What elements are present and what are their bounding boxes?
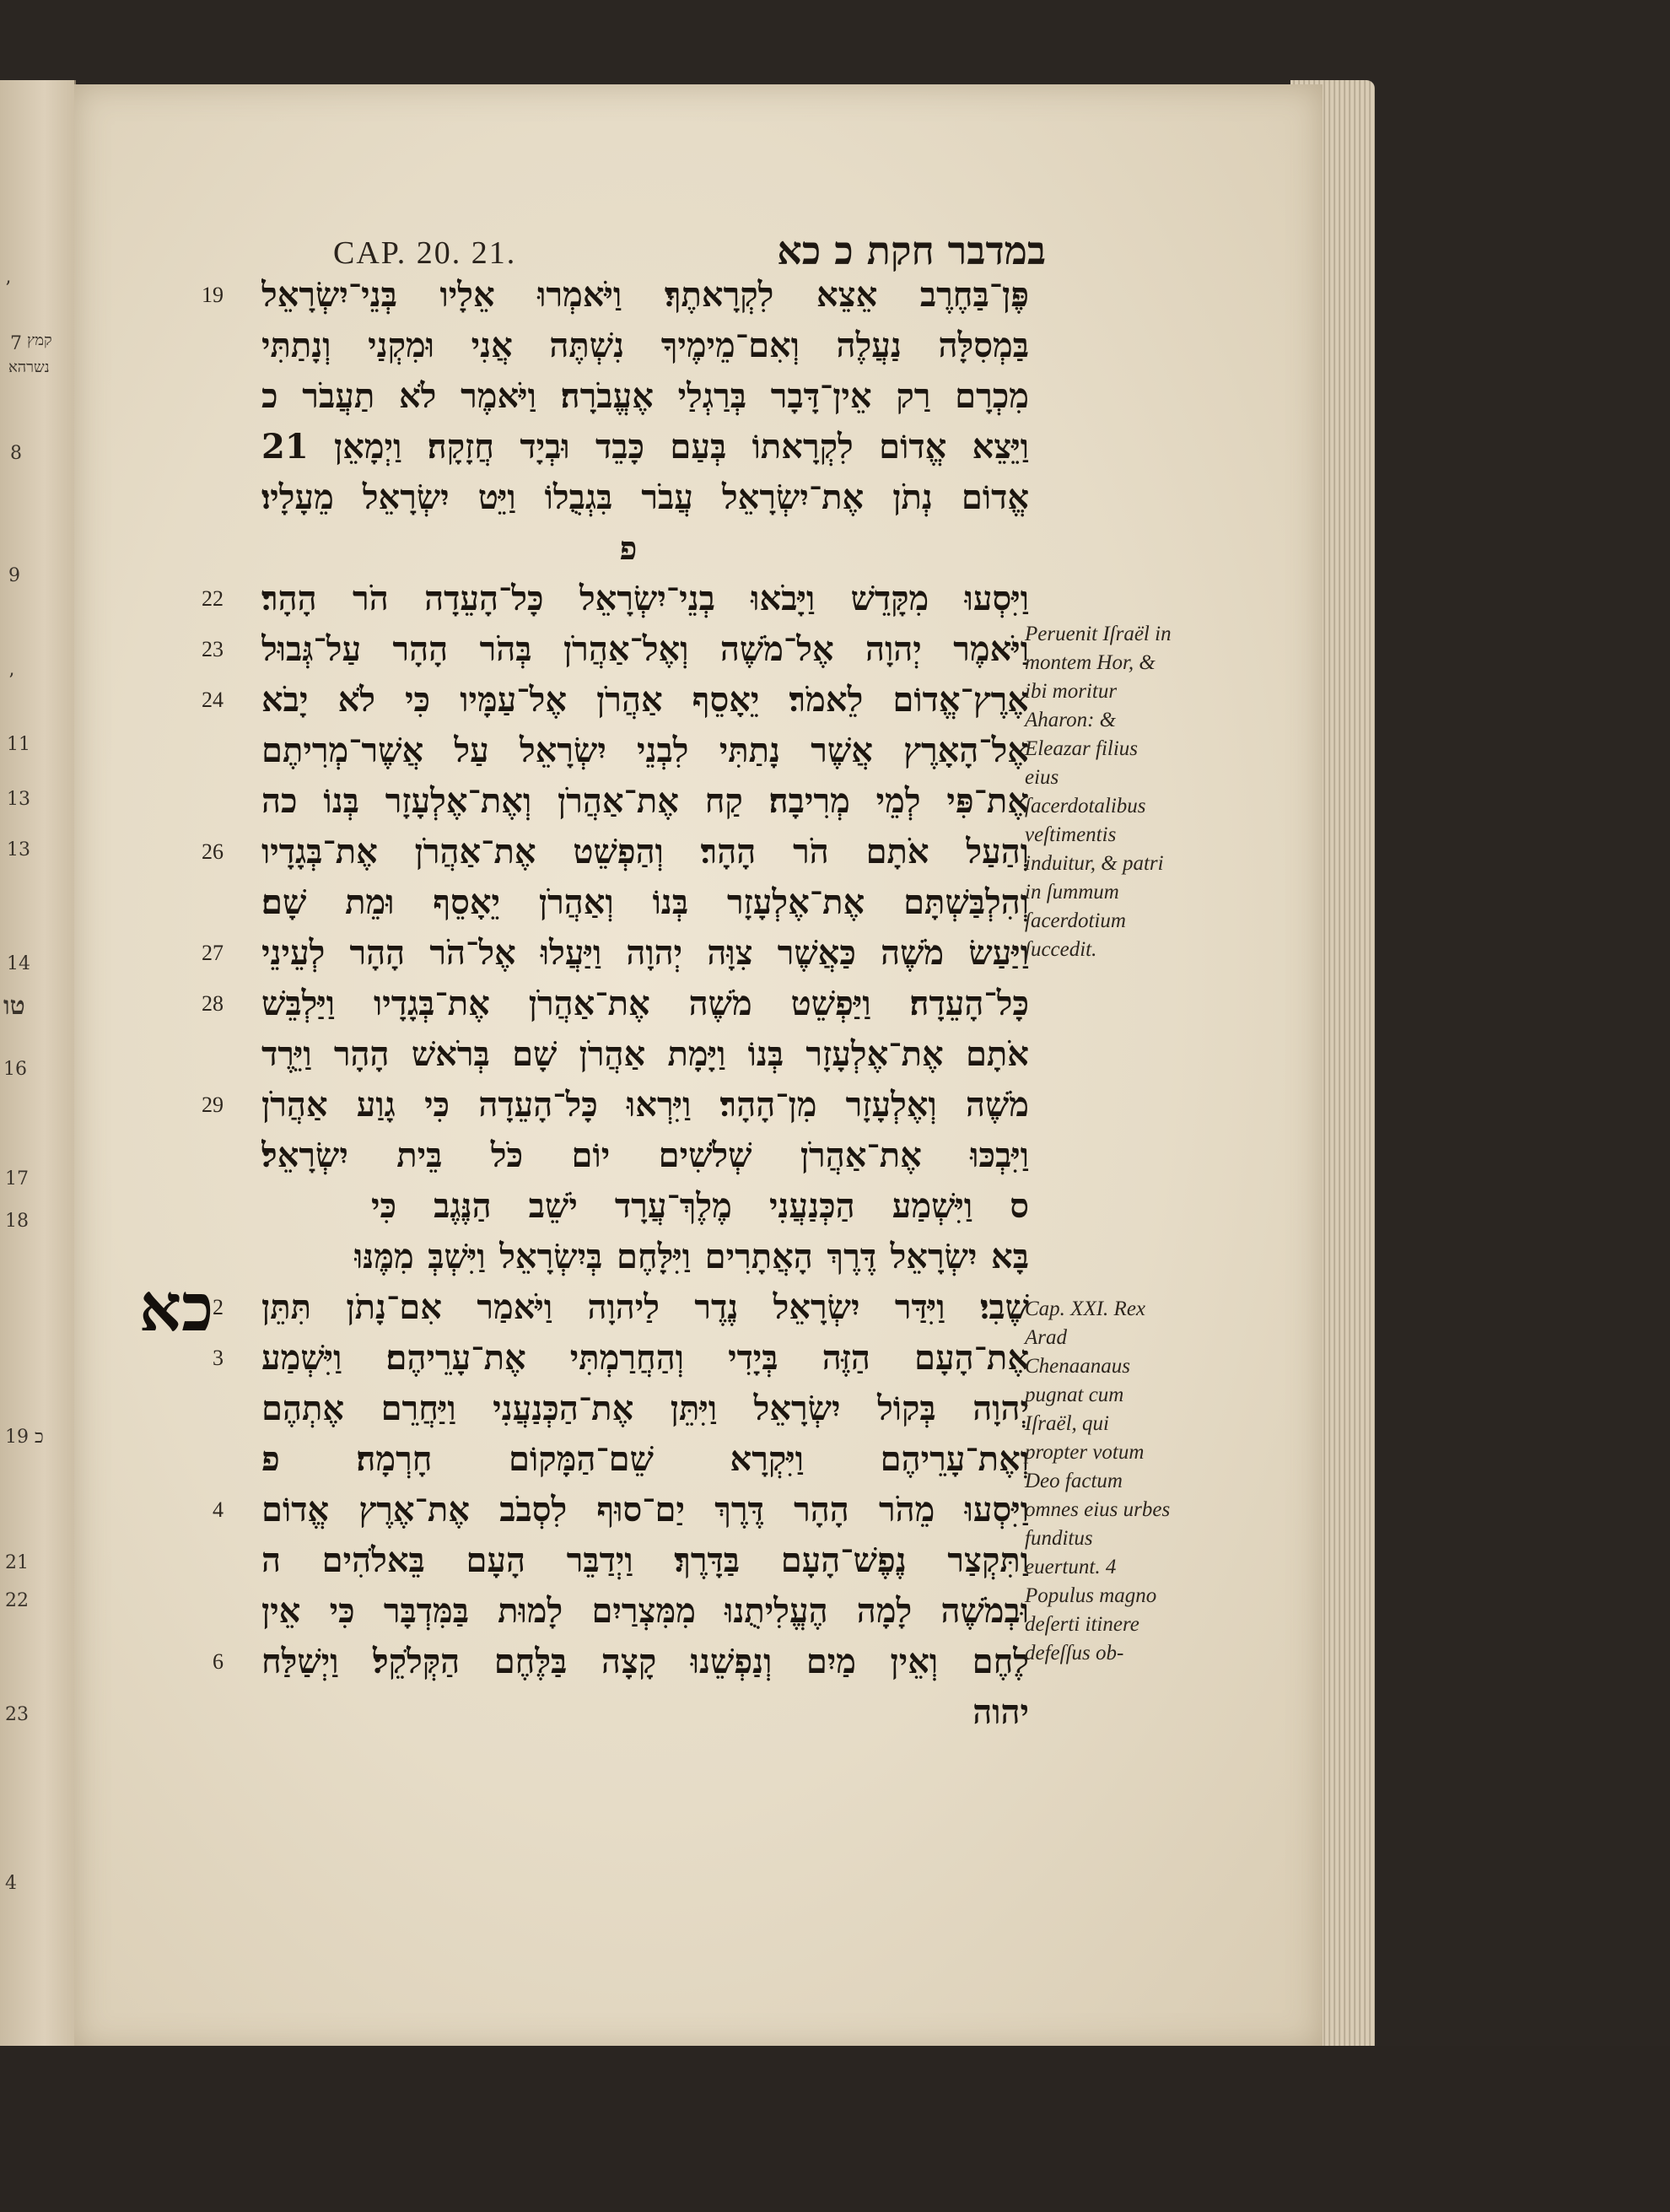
left-page-fragment: 23 [5, 1704, 29, 1725]
hebrew-line: פֶּן־בַּחֶרֶב אֵצֵא לִקְרָאתֶךָ׃ וַיֹּאמְרוּ אֵלָיו בְּנֵי־יִשְׂרָאֵל [261, 275, 1029, 315]
hebrew-line: שֶׁבִי׃ וַיִּדַּר יִשְׂרָאֵל נֶדֶר לַיהוָה וַיֹּאמַר אִם־נָתֹן תִּתֵּן [261, 1287, 1029, 1327]
hebrew-line: וְאֶת־עָרֵיהֶם וַיִּקְרָא שֵׁם־הַמָּקוֹם חָרְמָה׃ פ [261, 1439, 1029, 1479]
petucha-marker: פ [619, 529, 638, 567]
header-latin: CAP. 20. 21. [333, 235, 517, 271]
hebrew-line: וְהִלְבַּשְׁתָּם אֶת־אֶלְעָזָר בְּנוֹ וְאַהֲרֹן יֵאָסֵף וּמֵת שָׁם׃ [261, 882, 1029, 922]
left-page-fragment: 13 [7, 789, 30, 810]
text-line [213, 1637, 1029, 1687]
text-line [202, 675, 1029, 726]
text-line [202, 928, 1029, 979]
text-line [228, 371, 1029, 422]
left-page-fragment: כ 19 [5, 1427, 44, 1448]
left-page-fragment: 8 [10, 443, 22, 464]
left-page-fragment: 16 [3, 1059, 27, 1080]
hebrew-line: אֶרֶץ־אֱדוֹם לֵאמֹר׃ יֵאָסֵף אַהֲרֹן אֶל־עַמָּיו כִּי לֹא יָבֹא [261, 680, 1029, 720]
text-line [228, 422, 1029, 472]
background-shadow [0, 2046, 1670, 2212]
section-break-line [228, 523, 1029, 574]
left-page-fragment: טו [3, 991, 25, 1021]
hebrew-line: אֶל־הָאָרֶץ אֲשֶׁר נָתַתִּי לִבְנֵי יִשְׂרָאֵל עַל אֲשֶׁר־מְרִיתֶם [261, 731, 1029, 770]
left-page-fragment: 14 [7, 953, 30, 974]
verse-number: 28 [202, 991, 224, 1016]
text-line [228, 877, 1029, 928]
catchword: יהוה [972, 1692, 1029, 1732]
hebrew-line: אֶת־פִּי לְמֵי מְרִיבָה׃ קַח אֶת־אַהֲרֹן וְאֶת־אֶלְעָזָר בְּנוֹ כה [261, 781, 1029, 821]
main-text-block [202, 270, 1029, 1738]
text-line [228, 1232, 1029, 1282]
text-line [202, 979, 1029, 1029]
text-line [213, 1485, 1029, 1535]
left-page-edge [0, 80, 76, 2046]
verse-number: 23 [202, 637, 224, 661]
text-line [202, 827, 1029, 877]
hebrew-line: וַיֹּאמֶר יְהוָה אֶל־מֹשֶׁה וְאֶל־אַהֲרֹן בְּהֹר הָהָר עַל־גְּבוּל [261, 629, 1029, 669]
text-line [202, 270, 1029, 321]
left-page-fragment: ’ [5, 278, 11, 299]
hebrew-line: וַיִּסְעוּ מֵהֹר הָהָר דֶּרֶךְ יַם־סוּף לִסְבֹב אֶת־אֶרֶץ אֱדוֹם [261, 1490, 1029, 1530]
hebrew-line: וּבְמֹשֶׁה לָמָה הֶעֱלִיתֻנוּ מִמִּצְרַיִם לָמוּת בַּמִּדְבָּר כִּי אֵין [261, 1591, 1029, 1631]
left-page-fragment: 11 [7, 734, 30, 755]
text-line [202, 574, 1029, 624]
text-line [228, 1029, 1029, 1080]
text-line [228, 726, 1029, 776]
text-line [228, 1535, 1029, 1586]
verse-number: 24 [202, 688, 224, 712]
chapter-number-large: כא [139, 1270, 214, 1346]
verse-number: 6 [213, 1649, 224, 1674]
hebrew-line: וַיַּעַשׂ מֹשֶׁה כַּאֲשֶׁר צִוָּה יְהוָה וַיַּעֲלוּ אֶל־הֹר הָהָר לְעֵינֵי [261, 933, 1029, 973]
verse-number: 22 [202, 586, 224, 611]
left-page-fragment: קמץ [27, 332, 52, 349]
catchword-line [228, 1687, 1029, 1738]
text-line [228, 1181, 1029, 1232]
hebrew-line: כָּל־הָעֵדָה׃ וַיַּפְשֵׁט מֹשֶׁה אֶת־אַהֲרֹן אֶת־בְּגָדָיו וַיַּלְבֵּשׁ [261, 984, 1029, 1023]
hebrew-line: אֹתָם אֶת־אֶלְעָזָר בְּנוֹ וַיָּמָת אַהֲרֹן שָׁם בְּרֹאשׁ הָהָר וַיֵּרֶד [261, 1034, 1029, 1074]
text-line [228, 472, 1029, 523]
header-hebrew: במדבר חקת כ כא [777, 228, 1046, 273]
hebrew-line: ס וַיִּשְׁמַע הַכְּנַעֲנִי מֶלֶךְ־עֲרָד יֹשֵׁב הַנֶּגֶב כִּי [371, 1186, 1029, 1226]
text-line [213, 1282, 1029, 1333]
verse-number: 4 [213, 1497, 224, 1522]
margin-note-2: Cap. XXI. Rex Arad Chenaanaus pugnat cum Iſraël, qui propter votum Deo factum omnes eius urbes funditus euertunt. 4 Populus magno deſerti itinere defeſſus ob- [1025, 1298, 1171, 1664]
left-page-fragment: 13 [7, 839, 30, 861]
hebrew-line: וַיִּסְעוּ מִקָּדֵשׁ וַיָּבֹאוּ בְנֵי־יִשְׂרָאֵל כָּל־הָעֵדָה הֹר הָהָר׃ [261, 579, 1029, 618]
left-page-fragment: 17 [5, 1168, 29, 1190]
verse-number: 29 [202, 1093, 224, 1117]
verse-number: 19 [202, 283, 224, 307]
hebrew-line: לֶחֶם וְאֵין מַיִם וְנַפְשֵׁנוּ קָצָה בַּלֶּחֶם הַקְּלֹקֵל׃ וַיְשַׁלַּח [261, 1642, 1029, 1681]
text-line [202, 624, 1029, 675]
hebrew-line: אֱדוֹם נְתֹן אֶת־יִשְׂרָאֵל עֲבֹר בִּגְבֻלוֹ וַיֵּט יִשְׂרָאֵל מֵעָלָיו׃ [261, 477, 1029, 517]
hebrew-line: מֹשֶׁה וְאֶלְעָזָר מִן־הָהָר׃ וַיִּרְאוּ כָּל־הָעֵדָה כִּי גָוַע אַהֲרֹן [261, 1085, 1029, 1125]
hebrew-line: בַּמְסִלָּה נַעֲלֶה וְאִם־מֵימֶיךָ נִשְׁתֶּה אֲנִי וּמִקְנַי וְנָתַתִּי [261, 326, 1029, 365]
text-line [228, 1384, 1029, 1434]
text-line [228, 776, 1029, 827]
left-page-fragment: 18 [5, 1211, 29, 1232]
margin-note-1: Peruenit Iſraël in montem Hor, & ibi moritur Aharon: & Eleazar filius eius ſacerdotalibus veſtimentis induitur, & patri in ſummum ſacerdotium ſuccedit. [1025, 623, 1172, 961]
verse-number: 27 [202, 941, 224, 965]
hebrew-line: יְהוָה בְּקוֹל יִשְׂרָאֵל וַיִּתֵּן אֶת־הַכְּנַעֲנִי וַיַּחֲרֵם אֶתְהֶם [261, 1389, 1029, 1428]
left-page-fragment: 7 [10, 333, 22, 354]
left-page-fragment: נשרהא [8, 359, 50, 376]
left-page-fragment: 9 [8, 565, 20, 586]
text-line [202, 1080, 1029, 1130]
hebrew-line: וַתִּקְצַר נֶפֶשׁ־הָעָם בַּדָּרֶךְ׃ וַיְדַבֵּר הָעָם בֵּאלֹהִים ה [261, 1540, 1029, 1580]
text-line [228, 1586, 1029, 1637]
verse-number: 3 [213, 1346, 224, 1370]
verse-number: 26 [202, 839, 224, 864]
text-line [228, 1130, 1029, 1181]
left-page-fragment: 4 [5, 1873, 17, 1894]
hebrew-line: אֶת־הָעָם הַזֶּה בְּיָדִי וְהַחֲרַמְתִּי אֶת־עָרֵיהֶם׃ וַיִּשְׁמַע [261, 1338, 1029, 1378]
hebrew-line: וְהַעַל אֹתָם הֹר הָהָר׃ וְהַפְשֵׁט אֶת־אַהֲרֹן אֶת־בְּגָדָיו [261, 832, 1029, 871]
hebrew-line: וַיִּבְכּוּ אֶת־אַהֲרֹן שְׁלֹשִׁים יוֹם כֹּל בֵּית יִשְׂרָאֵל׃ [261, 1136, 1029, 1175]
text-line [228, 321, 1029, 371]
hebrew-line: בָּא יִשְׂרָאֵל דֶּרֶךְ הָאֲתָרִים וַיִּלָּחֶם בְּיִשְׂרָאֵל וַיִּשְׁבְּ מִמֶּנּוּ [354, 1237, 1029, 1276]
hebrew-line: מִכְרָם רַק אֵין־דָּבָר בְּרַגְלַי אֶעֱבֹרָה׃ וַיֹּאמֶר לֹא תַעֲבֹר כ [261, 376, 1029, 416]
text-line [228, 1434, 1029, 1485]
hebrew-line: וַיֵּצֵא אֱדוֹם לִקְרָאתוֹ בְּעַם כָּבֵד וּבְיָד חֲזָקָה׃ וַיְמָאֵן 21 [261, 427, 1029, 467]
left-page-fragment: 21 [5, 1552, 29, 1573]
verse-number: 2 [213, 1295, 224, 1319]
left-page-fragment: ’ [8, 671, 14, 692]
text-line [213, 1333, 1029, 1384]
left-page-fragment: 22 [5, 1590, 29, 1611]
